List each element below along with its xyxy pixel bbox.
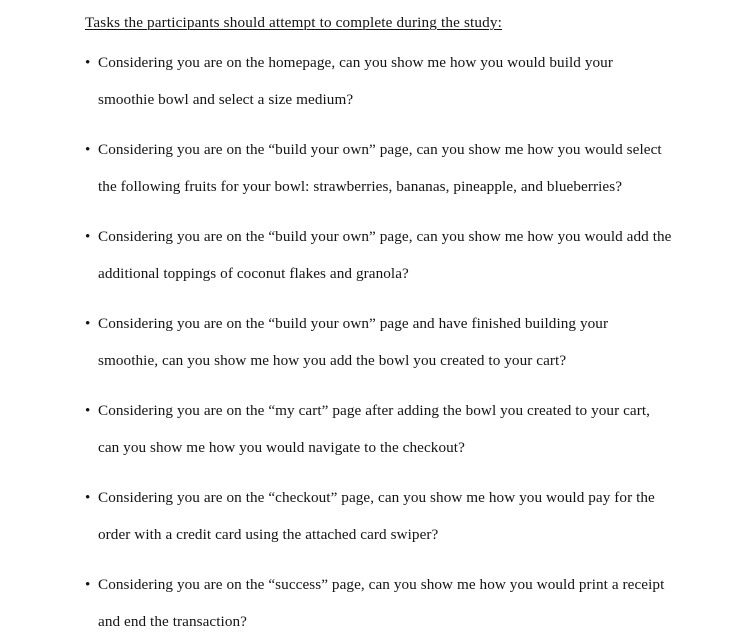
list-item — [85, 131, 672, 205]
list-item — [85, 305, 672, 379]
list-item — [85, 392, 672, 466]
list-item — [85, 566, 672, 640]
page-title: Tasks the participants should attempt to complete during the study: — [85, 14, 502, 31]
bullet-icon: • — [85, 228, 91, 245]
bullet-icon: • — [85, 576, 91, 593]
task-text: Considering you are on the “success” page, can you show me how you would print a receipt and end the transaction? — [98, 576, 665, 630]
task-text: Considering you are on the “build your own” page and have finished building your smoothie, can you show me how you add the bowl you created to your cart? — [98, 315, 609, 369]
task-text: Considering you are on the “my cart” page after adding the bowl you created to your cart, can you show me how you would navigate to the checkout? — [98, 402, 651, 456]
task-text: Considering you are on the homepage, can you show me how you would build your smoothie bowl and select a size medium? — [98, 54, 613, 108]
bullet-icon: • — [85, 315, 91, 332]
bullet-icon: • — [85, 141, 91, 158]
task-text: Considering you are on the “build your own” page, can you show me how you would add the additional toppings of coconut flakes and granola? — [98, 228, 672, 282]
list-item — [85, 218, 672, 292]
task-text: Considering you are on the “build your own” page, can you show me how you would select the following fruits for your bowl: strawberries, bananas, pineapple, and blueberries? — [98, 141, 662, 195]
bullet-icon: • — [85, 54, 91, 71]
bullet-icon: • — [85, 489, 91, 506]
list-item — [85, 479, 672, 553]
task-list — [85, 44, 672, 640]
task-text: Considering you are on the “checkout” page, can you show me how you would pay for the order with a credit card using the attached card swiper? — [98, 489, 655, 543]
list-item — [85, 44, 672, 118]
bullet-icon: • — [85, 402, 91, 419]
